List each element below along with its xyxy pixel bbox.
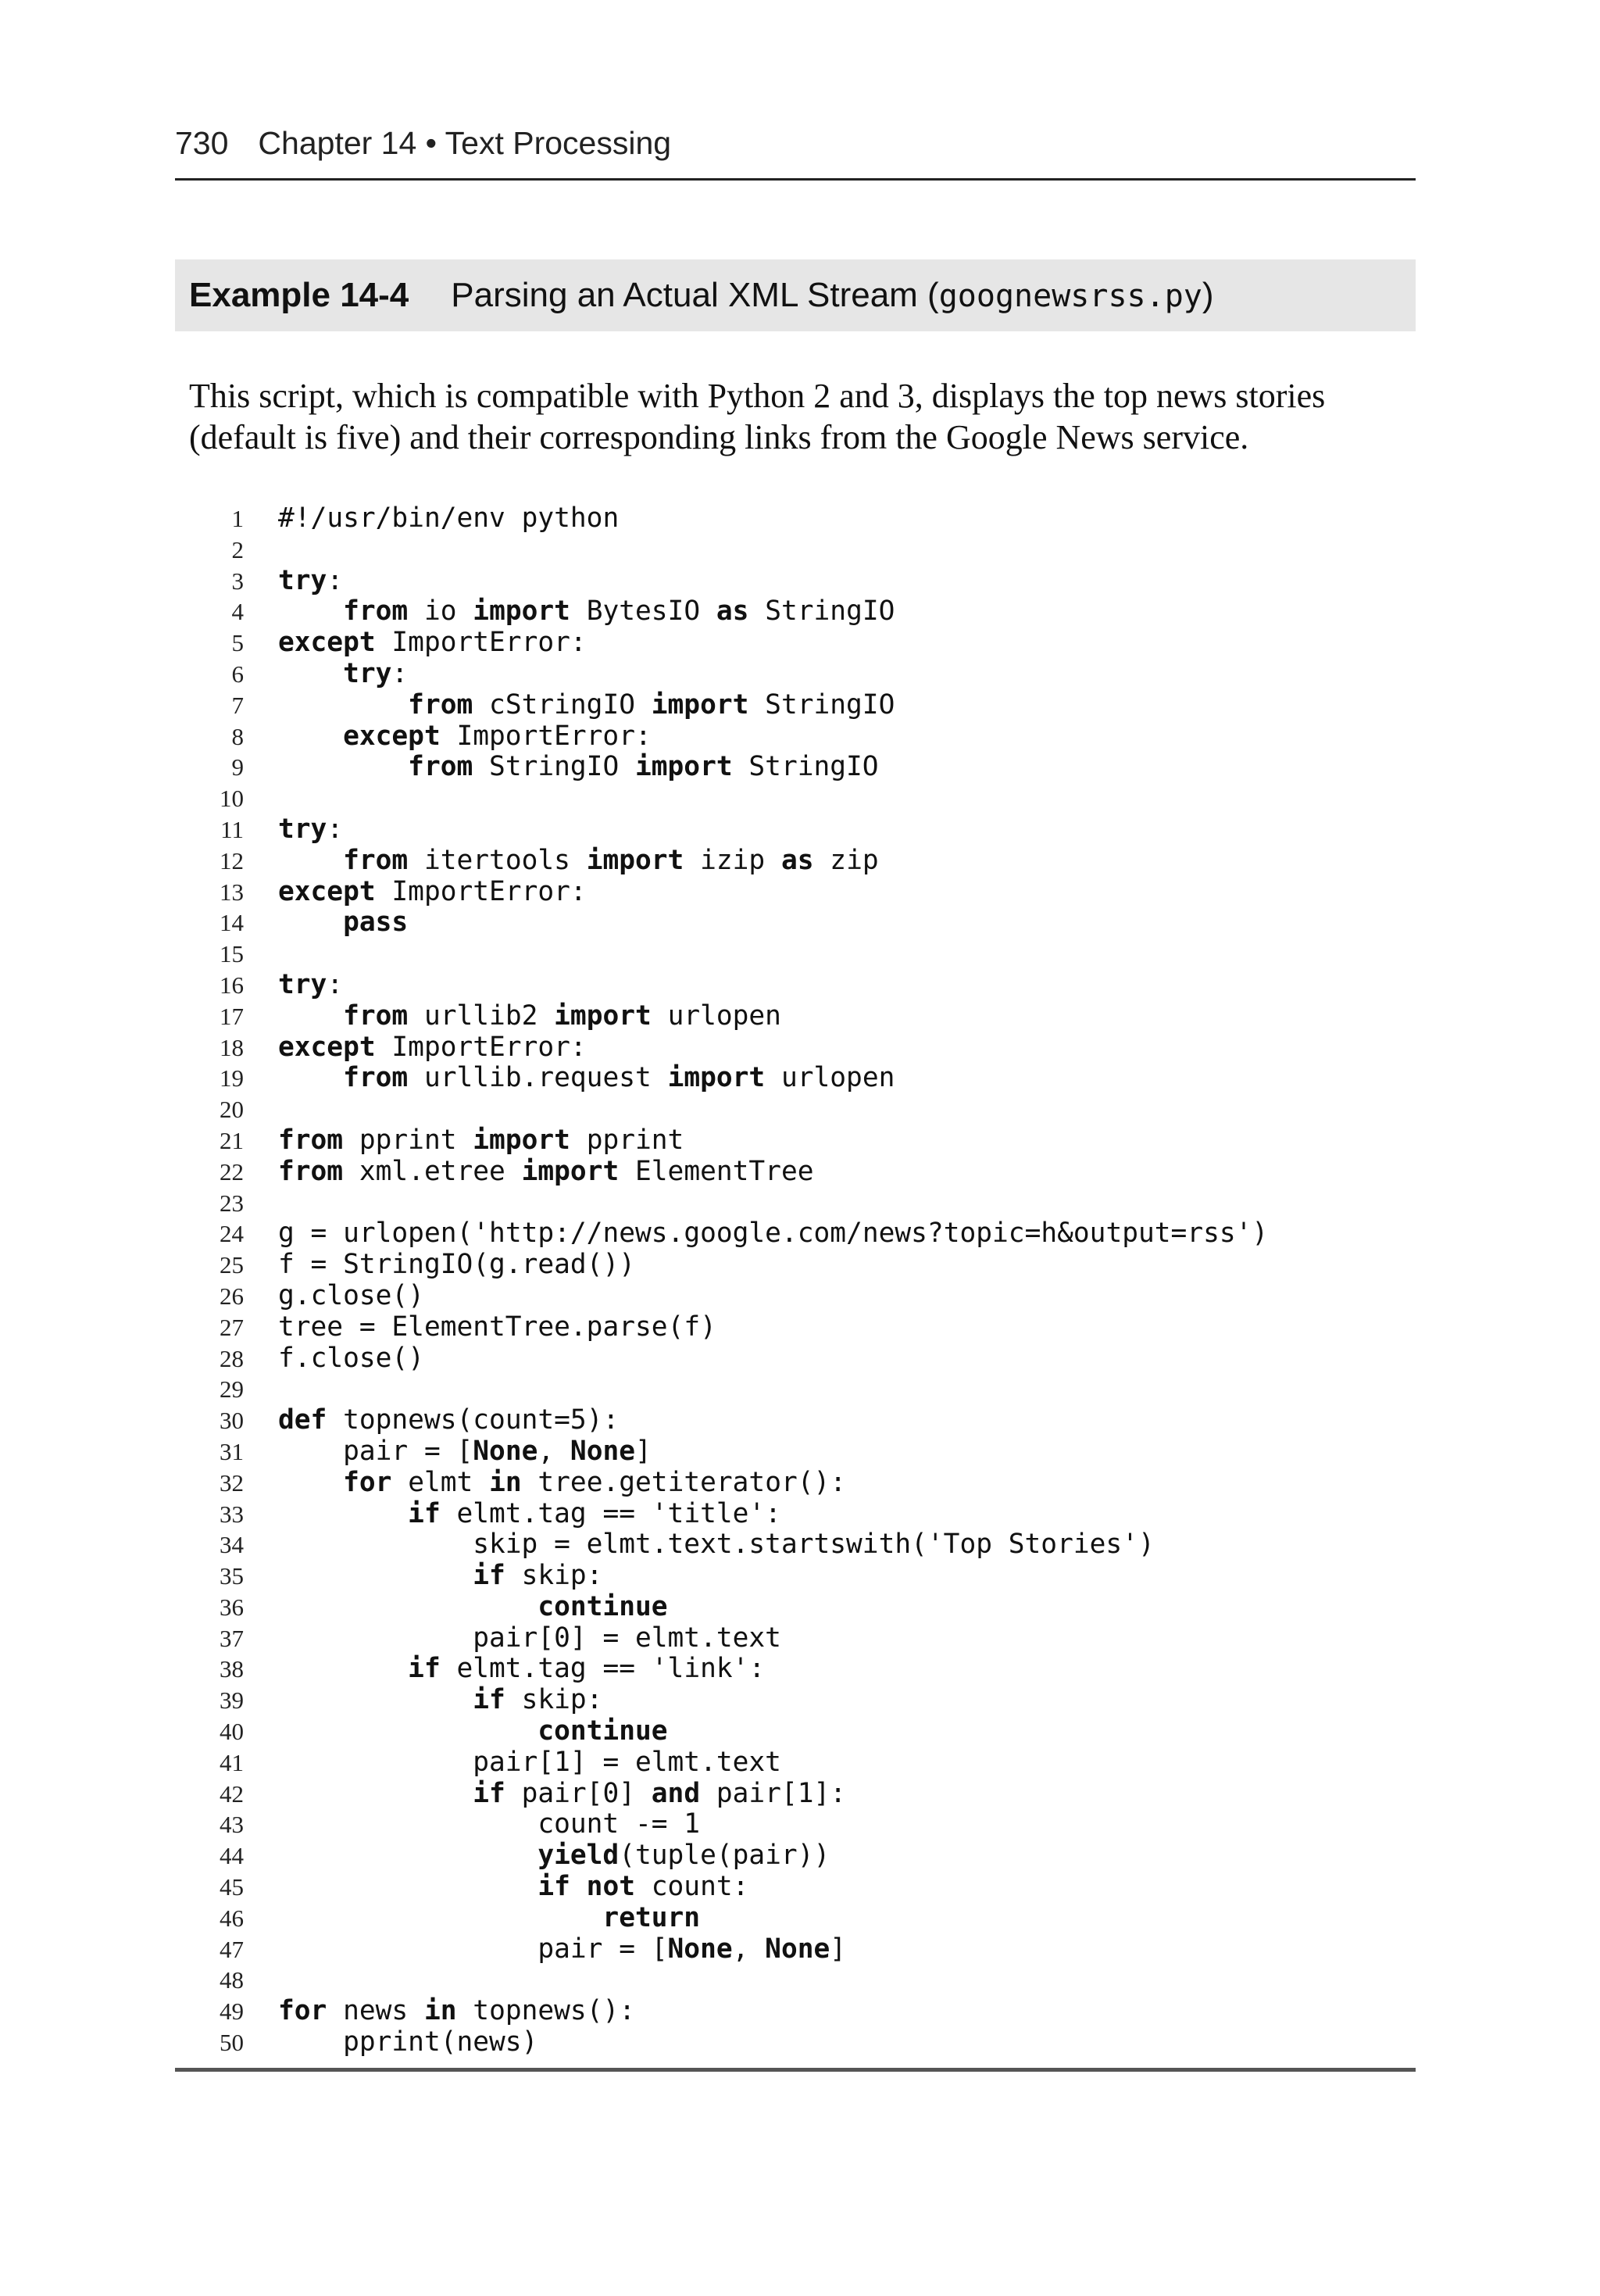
code-text: skip = elmt.text.startswith('Top Stories') bbox=[473, 1529, 1155, 1561]
line-number: 15 bbox=[220, 940, 244, 968]
code-text: def topnews(count=5): bbox=[278, 1404, 620, 1436]
code-text: f.close() bbox=[278, 1342, 424, 1374]
code-text: if elmt.tag == 'title': bbox=[408, 1497, 781, 1529]
line-number: 45 bbox=[220, 1873, 244, 1901]
example-description: This script, which is compatible with Python 2 and 3, displays the top news stories (default is five) and their corresponding links from the Google News service. bbox=[189, 377, 1326, 456]
code-line bbox=[175, 1312, 1416, 1343]
example-title-close: ) bbox=[1202, 276, 1214, 314]
line-number: 40 bbox=[220, 1718, 244, 1746]
code-text: return bbox=[602, 1901, 701, 1933]
code-line bbox=[175, 1125, 1416, 1157]
code-text: pair[1] = elmt.text bbox=[473, 1746, 781, 1778]
code-line bbox=[175, 1840, 1416, 1872]
running-head bbox=[175, 119, 1416, 181]
code-line bbox=[175, 1468, 1416, 1499]
code-line bbox=[175, 628, 1416, 659]
code-line bbox=[175, 1405, 1416, 1436]
line-number: 4 bbox=[231, 598, 244, 626]
code-line bbox=[175, 1903, 1416, 1934]
code-line bbox=[175, 1374, 1416, 1405]
line-number: 41 bbox=[220, 1748, 244, 1776]
line-number: 24 bbox=[220, 1220, 244, 1248]
code-line bbox=[175, 1281, 1416, 1312]
line-number: 5 bbox=[231, 629, 244, 657]
code-text: for news in topnews(): bbox=[278, 1995, 636, 2027]
code-text: g.close() bbox=[278, 1279, 424, 1311]
line-number: 8 bbox=[231, 722, 244, 750]
code-line bbox=[175, 1343, 1416, 1375]
code-line bbox=[175, 1001, 1416, 1032]
code-line bbox=[175, 1996, 1416, 2027]
code-text: except ImportError: bbox=[278, 875, 587, 907]
code-line bbox=[175, 659, 1416, 690]
line-number: 36 bbox=[220, 1593, 244, 1621]
code-line bbox=[175, 1499, 1416, 1530]
line-number: 18 bbox=[220, 1033, 244, 1061]
code-line bbox=[175, 1592, 1416, 1623]
line-number: 10 bbox=[220, 785, 244, 813]
bottom-rule bbox=[175, 2068, 1416, 2072]
code-line bbox=[175, 1032, 1416, 1064]
code-line bbox=[175, 596, 1416, 628]
code-line bbox=[175, 1716, 1416, 1747]
code-text: if skip: bbox=[473, 1684, 603, 1716]
code-line bbox=[175, 1157, 1416, 1188]
line-number: 34 bbox=[220, 1531, 244, 1559]
line-number: 19 bbox=[220, 1064, 244, 1093]
line-number: 47 bbox=[220, 1935, 244, 1963]
code-line bbox=[175, 1188, 1416, 1219]
example-title: Parsing an Actual XML Stream ( bbox=[451, 276, 939, 314]
code-line bbox=[175, 503, 1416, 535]
code-line bbox=[175, 846, 1416, 877]
code-text: pair[0] = elmt.text bbox=[473, 1622, 781, 1654]
code-text: if pair[0] and pair[1]: bbox=[473, 1777, 847, 1809]
code-line bbox=[175, 1218, 1416, 1250]
code-line bbox=[175, 690, 1416, 721]
line-number: 21 bbox=[220, 1126, 244, 1154]
line-number: 27 bbox=[220, 1313, 244, 1341]
code-line bbox=[175, 1561, 1416, 1592]
example-filename: goognewsrss.py bbox=[938, 278, 1202, 314]
code-line bbox=[175, 721, 1416, 753]
line-number: 14 bbox=[220, 909, 244, 937]
code-text: pair = [None, None] bbox=[538, 1933, 847, 1965]
code-line bbox=[175, 1623, 1416, 1654]
code-text: try: bbox=[343, 657, 409, 689]
code-text: #!/usr/bin/env python bbox=[278, 502, 620, 534]
line-number: 31 bbox=[220, 1437, 244, 1465]
example-header bbox=[175, 259, 1416, 331]
line-number: 44 bbox=[220, 1842, 244, 1870]
code-line bbox=[175, 1809, 1416, 1840]
line-number: 48 bbox=[220, 1966, 244, 1994]
line-number: 20 bbox=[220, 1096, 244, 1124]
code-text: from urllib2 import urlopen bbox=[343, 1000, 781, 1032]
line-number: 25 bbox=[220, 1251, 244, 1279]
code-line bbox=[175, 1250, 1416, 1281]
code-text: try: bbox=[278, 813, 344, 845]
line-number: 6 bbox=[231, 660, 244, 688]
code-text: from urllib.request import urlopen bbox=[343, 1062, 895, 1094]
code-text: from StringIO import StringIO bbox=[408, 751, 879, 783]
code-line bbox=[175, 1965, 1416, 1996]
code-text: yield(tuple(pair)) bbox=[538, 1840, 830, 1872]
code-text: pprint(news) bbox=[343, 2026, 538, 2058]
code-line bbox=[175, 814, 1416, 846]
line-number: 26 bbox=[220, 1282, 244, 1310]
line-number: 43 bbox=[220, 1811, 244, 1839]
line-number: 49 bbox=[220, 1997, 244, 2026]
code-text: continue bbox=[538, 1715, 668, 1747]
line-number: 11 bbox=[220, 815, 244, 843]
code-line bbox=[175, 1094, 1416, 1125]
code-text: pair = [None, None] bbox=[343, 1435, 652, 1467]
code-line bbox=[175, 907, 1416, 939]
line-number: 33 bbox=[220, 1500, 244, 1528]
code-line bbox=[175, 1436, 1416, 1468]
line-number: 9 bbox=[231, 753, 244, 781]
code-text: if not count: bbox=[538, 1871, 749, 1903]
code-line bbox=[175, 970, 1416, 1001]
code-line bbox=[175, 877, 1416, 908]
code-text: g = urlopen('http://news.google.com/news?topic=h&output=rss') bbox=[278, 1218, 1269, 1250]
code-text: from xml.etree import ElementTree bbox=[278, 1155, 814, 1187]
example-label: Example 14-4 bbox=[189, 276, 409, 314]
code-line bbox=[175, 535, 1416, 566]
code-text: from pprint import pprint bbox=[278, 1124, 684, 1156]
code-text: from io import BytesIO as StringIO bbox=[343, 595, 895, 628]
code-line bbox=[175, 1529, 1416, 1561]
code-line bbox=[175, 939, 1416, 970]
code-line bbox=[175, 1063, 1416, 1094]
code-text: count -= 1 bbox=[538, 1808, 701, 1840]
code-text: tree = ElementTree.parse(f) bbox=[278, 1311, 716, 1343]
line-number: 37 bbox=[220, 1624, 244, 1652]
line-number: 3 bbox=[231, 567, 244, 595]
page-number: 730 bbox=[175, 125, 229, 161]
line-number: 28 bbox=[220, 1344, 244, 1372]
line-number: 22 bbox=[220, 1157, 244, 1186]
line-number: 29 bbox=[220, 1375, 244, 1404]
code-text: if elmt.tag == 'link': bbox=[408, 1653, 766, 1685]
line-number: 17 bbox=[220, 1002, 244, 1030]
code-text: try: bbox=[278, 564, 344, 596]
code-line bbox=[175, 566, 1416, 597]
code-line bbox=[175, 1872, 1416, 1903]
line-number: 35 bbox=[220, 1562, 244, 1590]
code-text: continue bbox=[538, 1590, 668, 1622]
line-number: 42 bbox=[220, 1779, 244, 1808]
code-text: if skip: bbox=[473, 1560, 603, 1592]
line-number: 2 bbox=[231, 535, 244, 563]
code-text: except ImportError: bbox=[343, 720, 652, 752]
code-line bbox=[175, 752, 1416, 783]
code-line bbox=[175, 1685, 1416, 1716]
code-line bbox=[175, 1747, 1416, 1779]
code-line bbox=[175, 2027, 1416, 2058]
line-number: 7 bbox=[231, 691, 244, 719]
line-number: 13 bbox=[220, 878, 244, 906]
code-line bbox=[175, 1654, 1416, 1685]
line-number: 12 bbox=[220, 846, 244, 874]
line-number: 32 bbox=[220, 1468, 244, 1497]
line-number: 50 bbox=[220, 2029, 244, 2057]
code-text: for elmt in tree.getiterator(): bbox=[343, 1466, 847, 1498]
line-number: 46 bbox=[220, 1904, 244, 1932]
code-text: except ImportError: bbox=[278, 1031, 587, 1063]
line-number: 23 bbox=[220, 1189, 244, 1217]
code-line bbox=[175, 1779, 1416, 1810]
line-number: 38 bbox=[220, 1655, 244, 1683]
chapter-title: Chapter 14 • Text Processing bbox=[258, 125, 672, 161]
line-number: 16 bbox=[220, 971, 244, 999]
code-listing bbox=[175, 503, 1416, 2058]
code-text: from cStringIO import StringIO bbox=[408, 688, 895, 721]
line-number: 30 bbox=[220, 1407, 244, 1435]
code-text: pass bbox=[343, 907, 409, 939]
code-line bbox=[175, 1934, 1416, 1965]
line-number: 39 bbox=[220, 1686, 244, 1715]
code-line bbox=[175, 783, 1416, 814]
code-text: except ImportError: bbox=[278, 627, 587, 659]
line-number: 1 bbox=[231, 505, 244, 532]
code-text: f = StringIO(g.read()) bbox=[278, 1249, 636, 1281]
code-text: try: bbox=[278, 968, 344, 1000]
code-text: from itertools import izip as zip bbox=[343, 844, 879, 876]
